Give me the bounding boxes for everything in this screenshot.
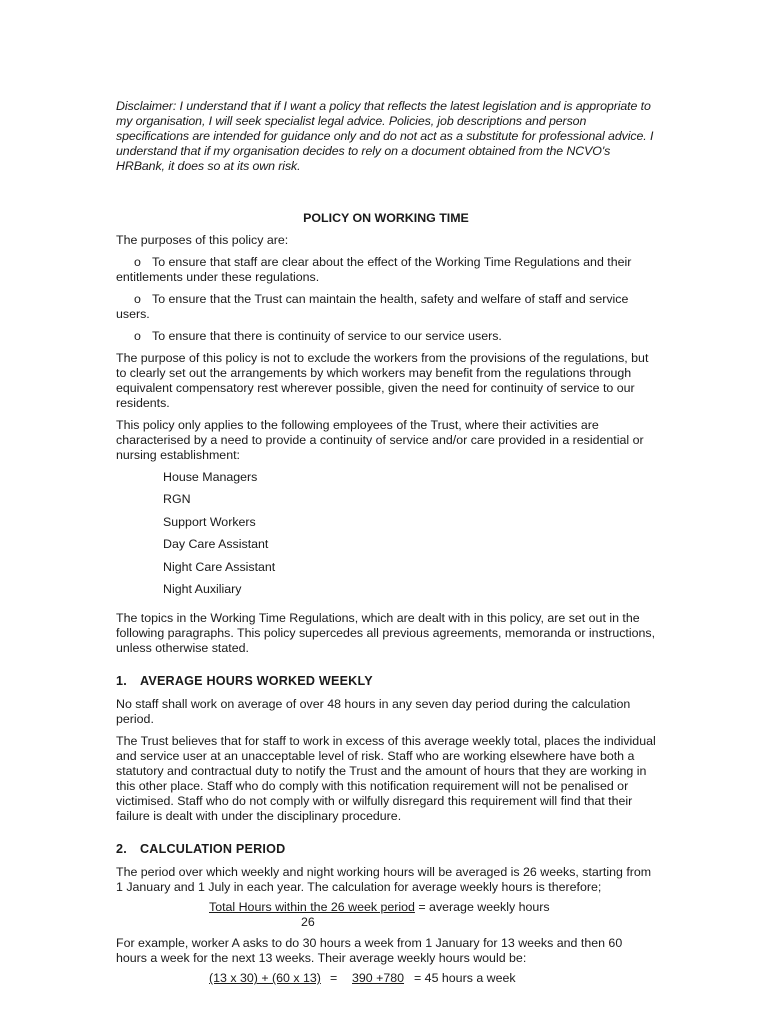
policy-title: POLICY ON WORKING TIME — [303, 211, 469, 225]
purpose-item-text: To ensure that staff are clear about the effect of the Working Time Regulations and their entitlements under these regulations. — [116, 255, 632, 284]
section-title: CALCULATION PERIOD — [140, 842, 286, 857]
purpose-item-text: To ensure that there is continuity of service to our service users. — [152, 329, 502, 343]
section-2-paragraph-1: The period over which weekly and night working hours will be averaged is 26 weeks, starting from 1 January and 1 July in each year. The calculation for average weekly hours is therefore; — [116, 865, 652, 895]
example-sum — [352, 971, 404, 986]
section-number: 1. — [116, 674, 127, 689]
document-page — [116, 99, 656, 989]
example-result: = 45 hours a week — [414, 971, 516, 986]
purpose-item — [116, 329, 656, 344]
section-title: AVERAGE HOURS WORKED WEEKLY — [140, 674, 373, 689]
purpose-item-text: To ensure that the Trust can maintain the health, safety and welfare of staff and service users. — [116, 292, 629, 321]
role-item: Night Auxiliary — [163, 581, 242, 596]
section-1-paragraph-1: No staff shall work on average of over 48 hours in any seven day period during the calculation period. — [116, 697, 631, 727]
purpose-paragraph: The purpose of this policy is not to exclude the workers from the provisions of the regulations, but to clearly set out the arrangements by which workers may benefit from the regulations through equivalent compensatory rest wherever possible, given the need for continuity of service to our residents. — [116, 351, 649, 410]
formula-denominator: 26 — [301, 915, 315, 930]
purposes-intro: The purposes of this policy are: — [116, 233, 289, 247]
role-item: RGN — [163, 492, 191, 507]
purpose-item — [116, 255, 656, 285]
section-1-heading — [116, 674, 656, 689]
bullet-marker: o — [134, 292, 141, 306]
example-sum-text: 390 +780 — [352, 971, 405, 986]
roles-list — [163, 470, 656, 604]
role-item: Night Care Assistant — [163, 559, 276, 574]
formula-numerator: Total Hours within the 26 week period — [209, 900, 415, 915]
role-item: Support Workers — [163, 514, 256, 529]
section-2-paragraph-2: For example, worker A asks to do 30 hours a week from 1 January for 13 weeks and then 60 hours a week for the next 13 weeks. Their average weekly hours would be: — [116, 936, 623, 966]
applies-paragraph: This policy only applies to the following employees of the Trust, where their activities are characterised by a need to provide a continuity of service and/or care provided in a residential or nursing establishment: — [116, 418, 644, 462]
role-item: House Managers — [163, 470, 258, 484]
section-1-paragraph-2: The Trust believes that for staff to work in excess of this average weekly total, places the individual and service user at an unacceptable level of risk. Staff who are working elsewhere have both a statutory and contractual duty to notify the Trust and the amount of hours that they are working in this other place. Staff who do comply with this notification requirement will not be penalised or victimised. Staff who do not comply with or wilfully disregard this requirement will find that their failure is dealt with under the disciplinary procedure. — [116, 734, 656, 824]
average-formula — [116, 900, 656, 932]
section-2-heading — [116, 842, 656, 857]
example-equals: = — [330, 971, 338, 986]
section-number: 2. — [116, 842, 127, 857]
role-item: Day Care Assistant — [163, 537, 269, 552]
example-numerator — [209, 971, 321, 986]
bullet-marker: o — [134, 329, 141, 343]
formula-equals: = average weekly hours — [414, 900, 550, 915]
bullet-marker: o — [134, 255, 141, 269]
example-numerator-text: (13 x 30) + (60 x 13) — [209, 971, 321, 986]
formula-numerator-line — [209, 900, 550, 915]
disclaimer-text: Disclaimer: I understand that if I want a policy that reflects the latest legislation and is appropriate to my organisation, I will seek specialist legal advice. Policies, job descriptions and person specifications are intended for guidance only and do not act as a substitute for professional advice. I understand that if my organisation decides to rely on a document obtained from the NCVO's HRBank, it does so at its own risk. — [116, 99, 654, 173]
example-calculation — [116, 971, 656, 989]
topics-paragraph: The topics in the Working Time Regulations, which are dealt with in this policy, are set out in the following paragraphs. This policy supercedes all previous agreements, memoranda or instructions, unless otherwise stated. — [116, 611, 656, 656]
purpose-item — [116, 292, 656, 322]
